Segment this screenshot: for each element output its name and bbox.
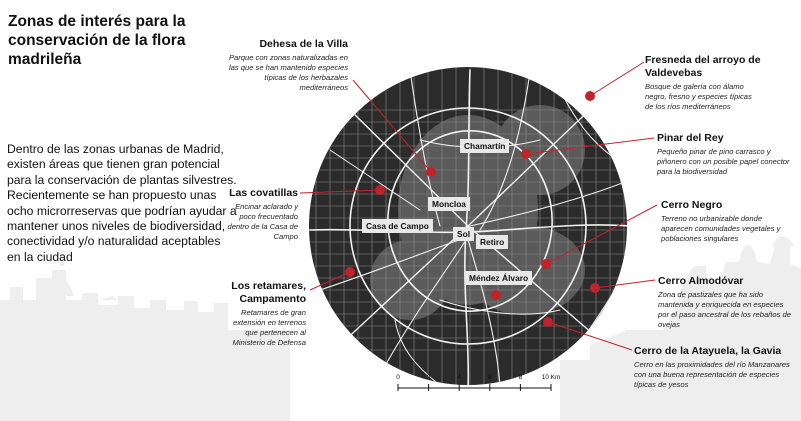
annotation-desc: Parque con zonas naturalizadas en las que se han mantenido especies típicas de los herbazales mediterráneos [228,53,348,92]
scale-tick-label: 4 [457,374,461,381]
annotation-title: Cerro Almodóvar [658,275,744,287]
annotation-retamares [212,280,306,348]
annotation-desc: Cerro en las proximidades del río Manzanares con una buena representación de especies típicas de yesos [634,360,790,389]
annotation-desc: Encinar aclarado y poco frecuentado dentro de la Casa de Campo [227,202,298,241]
scale-tick-label: 10 Km [541,374,561,381]
annotation-pinar [657,132,795,177]
annotation-title: Cerro Negro [661,199,723,211]
annotation-desc: Terreno no urbanizable donde aparecen comunidades vegetales y poblaciones singulares [661,214,781,243]
annotation-desc: Pequeño pinar de pino carrasco y piñonero con un posible papel conector para la biodiversidad [657,147,790,176]
district-retiro: Retiro [476,235,508,249]
annotation-almodovar [658,275,792,330]
scale-tick-label: 6 [487,374,492,381]
annotation-title: Los retamares, Campamento [231,280,306,305]
district-mendez-alvaro: Méndez Álvaro [465,271,532,285]
district-chamartin: Chamartín [460,139,509,153]
annotation-title: Las covatillas [229,187,298,199]
district-moncloa: Moncloa [428,197,470,211]
annotation-atayuela [634,345,794,390]
annotation-covatillas [208,187,298,242]
intro-paragraph: Dentro de las zonas urbanas de Madrid, existen áreas que tienen gran potencial para la conservación de plantas silvestres. Recientemente se han propuesto unas ocho microrreservas que podrían ayudar a mantener unos niveles de biodiversidad, conectividad y/o naturalidad aceptables en la ciudad [7,142,237,264]
district-casa-de-campo: Casa de Campo [362,219,433,233]
annotation-title: Fresneda del arroyo de Valdevebas [645,54,761,79]
annotation-cerro-negro [661,199,793,244]
annotation-title: Pinar del Rey [657,132,724,144]
annotation-desc: Zona de pastizales que ha sido mantenida y enriquecida en especies por el paso ancestral de los rebaños de ovejas [658,290,791,329]
scale-tick-label: 2 [426,374,431,381]
page-title: Zonas de interés para la conservación de la flora madrileña [8,13,186,68]
scale-tick-label: 8 [518,374,523,381]
annotation-fresneda [645,54,795,112]
annotation-desc: Retamares de gran extensión en terrenos que pertenecen al Ministerio de Defensa [232,308,306,347]
annotation-dehesa [222,38,348,93]
annotation-title: Dehesa de la Villa [259,38,348,50]
district-sol: Sol [453,227,474,241]
annotation-desc: Bosque de galería con álamo negro, fresno y especies típicas de los ríos mediterráneos [645,82,752,111]
marker-extra[interactable] [491,290,501,300]
scale-tick-label: 0 [396,374,400,381]
annotation-title: Cerro de la Atayuela, la Gavia [634,345,782,357]
scale-bar [390,374,570,398]
